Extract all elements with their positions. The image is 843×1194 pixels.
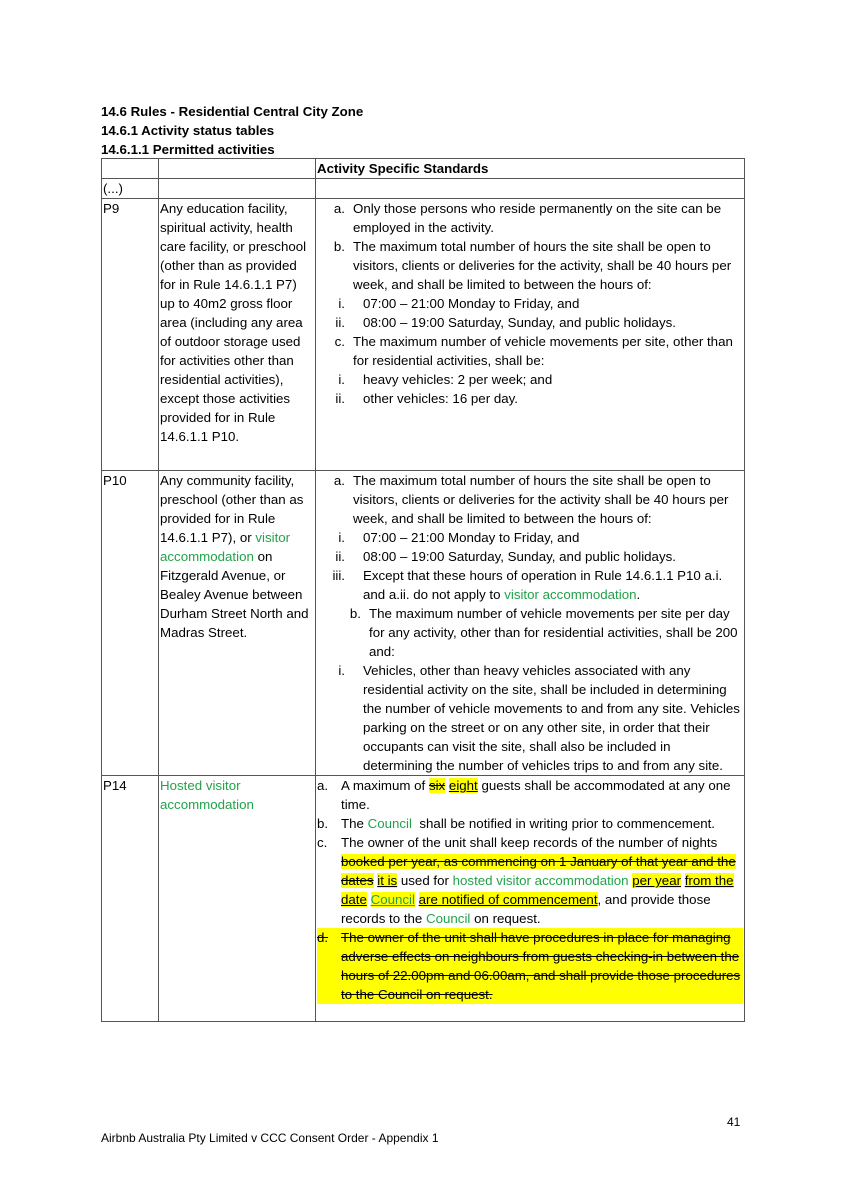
section-headings bbox=[101, 102, 363, 159]
standard-subitem: i. 07:00 – 21:00 Monday to Friday, and bbox=[338, 530, 580, 545]
table-header-row bbox=[102, 159, 745, 179]
activity-standards bbox=[316, 199, 745, 471]
table-row-p9 bbox=[102, 199, 745, 471]
activity-description: Any community facility, preschool (other than as provided for in Rule 14.6.1.1 P7), or visitor accommodation on Fitzgerald Avenue, or Bealey Avenue between Durham Street North and Madras Street. bbox=[159, 471, 316, 776]
deleted-text: booked per year, as commencing on 1 January of that year and the dates bbox=[341, 854, 736, 888]
subsubsection-title: 14.6.1.1 Permitted activities bbox=[101, 142, 275, 157]
activity-standards bbox=[316, 776, 745, 1022]
defined-term: visitor accommodation bbox=[160, 530, 291, 564]
ellipsis-cell: (...) bbox=[102, 179, 159, 199]
defined-term: Council bbox=[367, 816, 412, 831]
standard-item: b. The Council shall be notified in writing prior to commencement. bbox=[317, 816, 715, 831]
rule-code: P10 bbox=[102, 471, 159, 776]
inserted-text: eight bbox=[448, 778, 478, 793]
defined-term: Council bbox=[426, 911, 471, 926]
inserted-text: it is bbox=[377, 873, 398, 888]
standard-item: c. The owner of the unit shall keep records of the number of nights booked per year, as commencing on 1 January of that year and the dates it is used for hosted visitor accommodation per year from the date Council are notified of commencement, and provide those records to the Council on request. bbox=[317, 835, 736, 926]
defined-term: visitor accommodation bbox=[504, 587, 637, 602]
activity-description: Any education facility, spiritual activity, health care facility, or preschool (other than as provided for in Rule 14.6.1.1 P7) up to 40m2 gross floor area (including any area of outdoor storage used for activities other than residential activities), except those activities provided for in Rule 14.6.1.1 P10. bbox=[159, 199, 316, 471]
standard-subitem: ii. 08:00 – 19:00 Saturday, Sunday, and public holidays. bbox=[335, 549, 676, 564]
activity-standards bbox=[316, 471, 745, 776]
standard-subitem: i. Vehicles, other than heavy vehicles associated with any residential activity on the site, shall be included in determining the number of vehicle movements to and from any site. Vehicles parking on the street or on any other site, in order that their occupants can visit the site, shall also be included in determining the number of vehicles trips to and from any site. bbox=[338, 663, 740, 773]
standard-subitem: iii. Except that these hours of operation in Rule 14.6.1.1 P10 a.i. and a.ii. do not apply to visitor accommodation. bbox=[332, 568, 723, 602]
standard-item: c. The maximum number of vehicle movements per site, other than for residential activities, shall be: bbox=[334, 334, 733, 368]
inserted-text: are notified of commencement bbox=[418, 892, 598, 907]
defined-term: hosted visitor accommodation bbox=[452, 873, 629, 888]
standard-item-deleted: d. The owner of the unit shall have procedures in place for managing adverse effects on neighbours from guests checking-in between the hours of 22.00pm and 06.00am, and shall provide those procedures to the Council on request. bbox=[317, 928, 743, 1004]
standard-subitem: i. heavy vehicles: 2 per week; and bbox=[338, 372, 553, 387]
standard-item: a. The maximum total number of hours the site shall be open to visitors, clients or deliveries for the activity shall be 40 hours per week, and shall be limited to between the hours of: bbox=[333, 473, 729, 526]
standard-subitem: ii. 08:00 – 19:00 Saturday, Sunday, and public holidays. bbox=[335, 315, 676, 330]
standard-subitem: i. 07:00 – 21:00 Monday to Friday, and bbox=[338, 296, 580, 311]
rule-code: P9 bbox=[102, 199, 159, 471]
page-footer: Airbnb Australia Pty Limited v CCC Consent Order - Appendix 1 bbox=[101, 1131, 439, 1145]
deleted-text: six bbox=[428, 778, 446, 793]
subsection-title: 14.6.1 Activity status tables bbox=[101, 123, 275, 138]
inserted-text: from the date bbox=[341, 873, 734, 907]
table-row-ellipsis bbox=[102, 179, 745, 199]
header-activity-specific-standards: Activity Specific Standards bbox=[316, 159, 745, 179]
standard-item: b. The maximum total number of hours the site shall be open to visitors, clients or deliveries for the activity, shall be 40 hours per week, and shall be limited to between the hours of: bbox=[333, 239, 732, 292]
inserted-text: per year bbox=[632, 873, 682, 888]
standard-item: b. The maximum number of vehicle movements per site per day for any activity, other than for residential activities, shall be 200 and: bbox=[349, 606, 738, 659]
standard-subitem: ii. other vehicles: 16 per day. bbox=[335, 391, 518, 406]
table-row-p14 bbox=[102, 776, 745, 1022]
page-number: 41 bbox=[727, 1115, 741, 1129]
section-title: 14.6 Rules - Residential Central City Zone bbox=[101, 104, 364, 119]
activity-description: Hosted visitor accommodation bbox=[159, 776, 316, 1022]
standard-item: a. A maximum of six eight guests shall be accommodated at any one time. bbox=[317, 778, 731, 812]
rule-code: P14 bbox=[102, 776, 159, 1022]
inserted-defined-term: Council bbox=[370, 892, 415, 907]
standard-item: a. Only those persons who reside permanently on the site can be employed in the activity. bbox=[333, 201, 722, 235]
table-row-p10 bbox=[102, 471, 745, 776]
permitted-activities-table bbox=[101, 158, 745, 1022]
